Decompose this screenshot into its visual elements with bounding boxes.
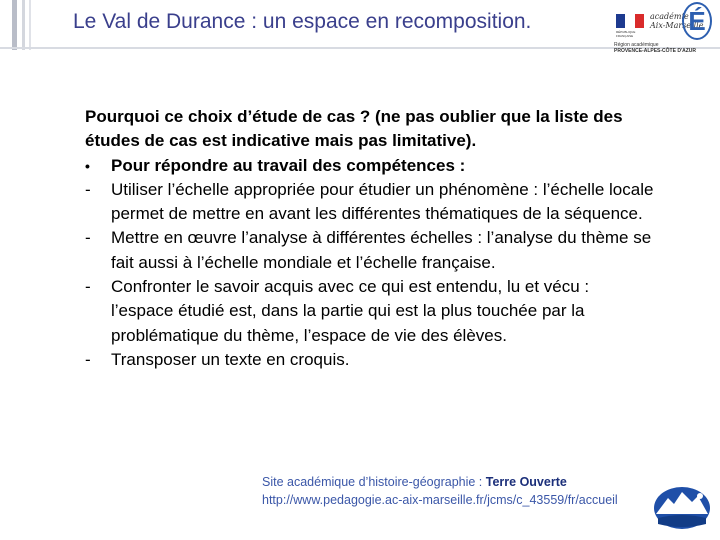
list-item-text: Mettre en œuvre l’analyse à différentes échelles : l’analyse du thème se fait aussi à l’échelle mondiale et l’échelle française. xyxy=(111,228,652,272)
decorative-bar xyxy=(29,0,31,50)
terre-ouverte-logo-icon xyxy=(652,484,712,530)
marianne-flag-icon xyxy=(616,14,644,28)
decorative-bar xyxy=(12,0,17,50)
region-line-1: Région académique xyxy=(614,42,659,48)
academy-e-logo-icon: É xyxy=(682,2,712,40)
decorative-bar xyxy=(22,0,25,50)
slide-body xyxy=(85,105,655,372)
list-item-text: Transposer un texte en croquis. xyxy=(111,349,350,369)
dash-marker: - xyxy=(85,349,91,369)
intro-paragraph: Pourquoi ce choix d’étude de cas ? (ne pas oublier que la liste des études de cas est indicative mais pas limitative). xyxy=(85,107,623,151)
list-item xyxy=(85,348,655,372)
slide-title: Le Val de Durance : un espace en recomposition. xyxy=(73,10,532,33)
academy-line-2: Aix-Marseille xyxy=(650,21,704,30)
list-item xyxy=(85,154,655,178)
region-text xyxy=(614,42,718,54)
list-item-text: Utiliser l’échelle appropriée pour étudier un phénomène : l’échelle locale permet de mettre en avant les différentes thématiques de la séquence. xyxy=(111,179,654,224)
academy-logo xyxy=(612,2,718,54)
bullet-marker: • xyxy=(85,157,90,174)
decorative-bars xyxy=(0,0,50,50)
footer-url-link[interactable]: http://www.pedagogie.ac-aix-marseille.fr/jcms/c_43559/fr/accueil xyxy=(262,493,618,507)
academy-line-1: académie xyxy=(650,12,689,21)
republic-text: RÉPUBLIQUE FRANÇAISE xyxy=(616,30,636,38)
footer-credits xyxy=(262,473,618,509)
footer-brand-link[interactable]: Terre Ouverte xyxy=(485,475,567,489)
dash-marker: - xyxy=(85,277,91,297)
list-item xyxy=(85,226,655,275)
list-item-text: Confronter le savoir acquis avec ce qui est entendu, lu et vécu : l’espace étudié est, dans la partie qui est la plus touchée par la problématique du thème, l’espace de vie des élèves. xyxy=(111,277,590,345)
footer-prefix: Site académique d’histoire-géographie : xyxy=(262,475,486,489)
region-line-2: PROVENCE-ALPES-CÔTE D'AZUR xyxy=(614,48,697,54)
list-item-text: Pour répondre au travail des compétences : xyxy=(111,155,466,175)
list-item xyxy=(85,275,655,348)
dash-marker: - xyxy=(85,179,91,199)
dash-marker: - xyxy=(85,228,91,248)
footer-site-line xyxy=(262,473,618,491)
list-item xyxy=(85,178,655,227)
